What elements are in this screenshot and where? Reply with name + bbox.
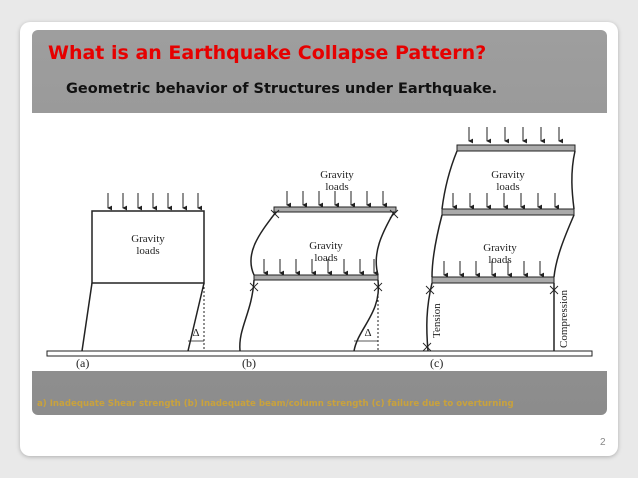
- ground-line: [47, 351, 592, 356]
- structure-b: [240, 191, 398, 351]
- compression-label: Compression: [558, 289, 570, 348]
- collapse-pattern-figure: [32, 113, 607, 371]
- tension-label: Tension: [431, 303, 443, 338]
- gravity-label-c2-line1: Gravity: [483, 242, 517, 254]
- structure-a: [82, 193, 204, 351]
- slide-subtitle: Geometric behavior of Structures under Earthquake.: [66, 81, 498, 97]
- delta-label-b: Δ: [364, 327, 372, 339]
- label-b: (b): [242, 356, 256, 370]
- gravity-label-b1-line1: Gravity: [320, 169, 354, 181]
- gravity-label-a-line2: loads: [136, 245, 160, 257]
- figure-drawing: [32, 113, 607, 371]
- delta-label-a: Δ: [192, 327, 200, 339]
- gravity-label-c1-line1: Gravity: [491, 169, 525, 181]
- slide-title: What is an Earthquake Collapse Pattern?: [48, 42, 487, 64]
- gravity-label-a-line1: Gravity: [131, 233, 165, 245]
- gravity-label-c1-line2: loads: [496, 181, 520, 193]
- figure-caption: a) Inadequate Shear strength (b) Inadequate beam/column strength (c) failure due to overturning: [37, 399, 514, 409]
- gravity-label-b1-line2: loads: [325, 181, 349, 193]
- gravity-label-c2-line2: loads: [488, 254, 512, 266]
- label-c: (c): [430, 356, 444, 370]
- structure-c: [423, 127, 575, 351]
- gravity-label-b2-line1: Gravity: [309, 240, 343, 252]
- label-a: (a): [76, 356, 90, 370]
- page-number: 2: [600, 437, 606, 448]
- gravity-label-b2-line2: loads: [314, 252, 338, 264]
